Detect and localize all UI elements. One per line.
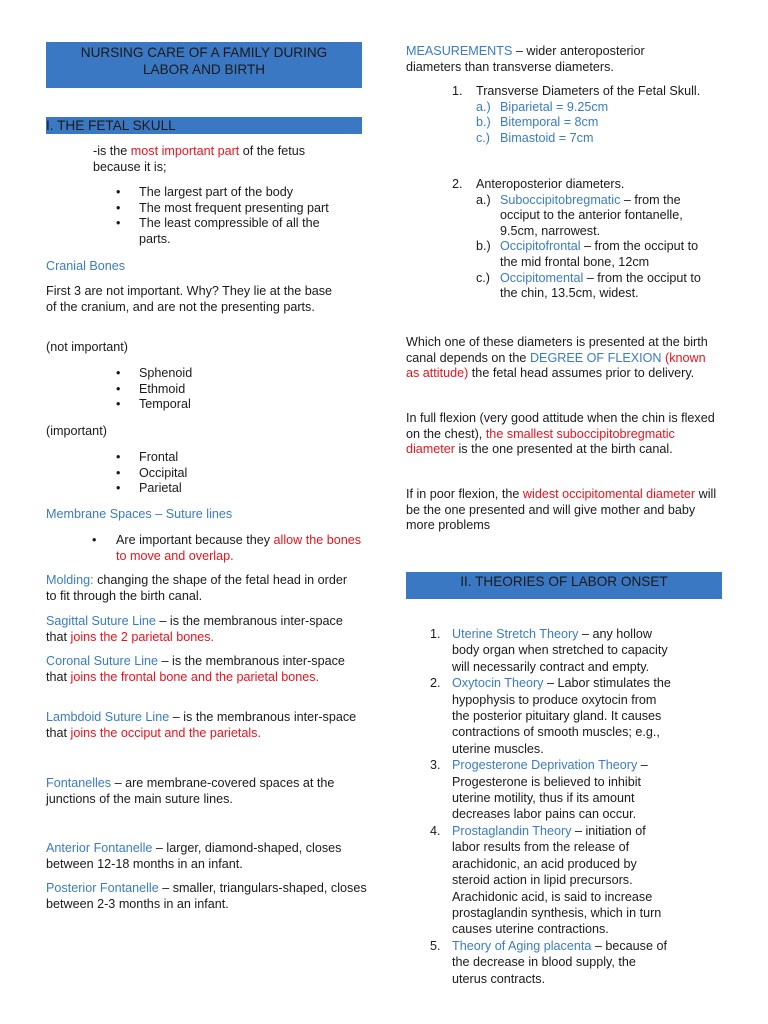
list-number: 4.	[430, 823, 441, 838]
item-text: – from the occiput to the mid frontal bone, 12cm	[500, 239, 699, 269]
list-item	[406, 757, 674, 823]
lambdoid-definition	[46, 710, 358, 741]
sagittal-definition	[46, 614, 358, 645]
membrane-bullet	[46, 533, 364, 564]
coronal-definition	[46, 654, 358, 685]
lambdoid-term: Lambdoid Suture Line	[46, 710, 170, 724]
coronal-term: Coronal Suture Line	[46, 654, 159, 668]
theory-term: Oxytocin Theory	[452, 676, 544, 691]
item-label: b.)	[476, 115, 491, 130]
document-title-banner	[46, 42, 362, 88]
item-text: Bitemporal = 8cm	[500, 115, 599, 130]
theory-text: – because of the decrease in blood supply, the uterus contracts.	[452, 938, 667, 986]
full-flexion-text-end: is the one presented at the birth canal.	[455, 442, 673, 457]
sagittal-highlight: joins the 2 parietal bones.	[70, 629, 215, 644]
lambdoid-highlight: joins the occiput and the parietals.	[70, 725, 261, 740]
list-item: • The least compressible of all the parts.	[46, 216, 364, 247]
skull-intro-highlight: most important part	[130, 144, 240, 158]
molding-term: Molding:	[46, 573, 94, 587]
list-item	[476, 193, 716, 240]
list-item	[476, 239, 716, 270]
anteroposterior-diameters	[406, 177, 724, 302]
list-item	[476, 271, 716, 302]
list-item: • Occipital	[46, 466, 364, 482]
theory-term: Uterine Stretch Theory	[452, 627, 579, 641]
labor-theories-list	[406, 626, 724, 987]
item-label: a.)	[476, 99, 491, 114]
anterior-fontanelle-text: – larger, diamond-shaped, closes between 12-18 months in an infant.	[46, 841, 342, 871]
skull-intro	[93, 144, 363, 175]
item-text: Biparietal = 9.25cm	[500, 99, 609, 114]
item-label: a.)	[476, 192, 491, 207]
poor-flexion-paragraph	[406, 487, 722, 534]
list-item	[476, 131, 706, 147]
item-text: – from the occiput to the chin, 13.5cm, widest.	[500, 270, 701, 301]
fontanelles-text: – are membrane-covered spaces at the junctions of the main suture lines.	[46, 776, 335, 806]
sagittal-term: Sagittal Suture Line	[46, 614, 156, 628]
item-term: Occipitomental	[500, 270, 584, 285]
theory-text: – Progesterone is believed to inhibit uterine motility, thus if its amount decreases labor pains can occur.	[452, 758, 648, 822]
full-flexion-paragraph	[406, 411, 722, 458]
list-item	[476, 115, 706, 131]
skull-intro-text-end: of the fetus	[239, 144, 306, 158]
theory-text: – Labor stimulates the hypophysis to produce oxytocin from the posterior pituitary gland. It causes contractions of smooth muscles; e.g., uterine muscles.	[452, 676, 671, 756]
section-heading-fetal-skull-text: I. THE FETAL SKULL	[46, 118, 176, 133]
transverse-title: Transverse Diameters of the Fetal Skull.	[476, 84, 701, 98]
skull-reasons-list	[46, 185, 364, 247]
list-item: • Temporal	[46, 397, 364, 413]
sagittal-text: – is the membranous inter-space that	[46, 614, 343, 644]
section-heading-fetal-skull	[46, 117, 362, 134]
theory-text: – any hollow body organ when stretched to capacity will necessarily contract and empty.	[452, 627, 668, 674]
coronal-text: – is the membranous inter-space that	[46, 654, 345, 684]
item-label: b.)	[476, 239, 491, 254]
lambdoid-text: – is the membranous inter-space that	[46, 710, 357, 740]
list-item: • Sphenoid	[46, 366, 364, 382]
skull-intro-line2: because it is;	[93, 159, 167, 174]
flexion-text-end: the fetal head assumes prior to delivery.	[468, 366, 695, 381]
measurements-term: MEASUREMENTS	[406, 44, 513, 58]
measurements-intro	[406, 44, 696, 75]
list-number: 1.	[452, 84, 463, 98]
poor-flexion-text-end: will be the one presented and will give mother and baby more problems	[406, 487, 717, 533]
item-term: Suboccipitobregmatic	[500, 192, 621, 207]
important-label: (important)	[46, 424, 107, 438]
posterior-fontanelle-text: – smaller, triangulars-shaped, closes between 2-3 months in an infant.	[46, 881, 367, 911]
membrane-bullet-highlight: allow the bones to move and overlap.	[116, 533, 362, 563]
list-item: • Ethmoid	[46, 382, 364, 398]
poor-flexion-text: If in poor flexion, the	[406, 487, 523, 501]
list-number: 5.	[430, 938, 441, 953]
not-important-label: (not important)	[46, 340, 128, 354]
list-item: • Parietal	[46, 481, 364, 497]
list-item: • The largest part of the body	[46, 185, 364, 201]
item-label: c.)	[476, 270, 490, 285]
list-item	[406, 626, 674, 675]
membrane-spaces-heading: Membrane Spaces – Suture lines	[46, 507, 233, 521]
flexion-paragraph	[406, 335, 722, 382]
cranial-bones-text: First 3 are not important. Why? They lie at the base of the cranium, and are not the presenting parts.	[46, 284, 333, 314]
list-number: 2.	[430, 676, 441, 691]
list-number: 2.	[452, 177, 463, 191]
anterior-fontanelle-definition	[46, 841, 346, 872]
fontanelles-term: Fontanelles	[46, 776, 112, 790]
section-heading-labor-onset	[406, 572, 722, 599]
section-heading-labor-onset-text: II. THEORIES OF LABOR ONSET	[460, 574, 668, 589]
transverse-diameters	[406, 84, 724, 146]
list-item: • Frontal	[46, 450, 364, 466]
list-number: 3.	[430, 758, 441, 773]
important-bones-list	[46, 450, 364, 497]
item-label: c.)	[476, 130, 490, 145]
list-item	[406, 823, 674, 938]
list-item: • The most frequent presenting part	[46, 201, 364, 217]
coronal-highlight: joins the frontal bone and the parietal bones.	[70, 669, 320, 684]
molding-text: changing the shape of the fetal head in order to fit through the birth canal.	[46, 573, 348, 603]
full-flexion-highlight: the smallest suboccipitobregmatic diameter	[406, 426, 675, 457]
anteroposterior-title: Anteroposterior diameters.	[476, 177, 625, 191]
theory-term: Prostaglandin Theory	[452, 823, 572, 838]
item-text: – from the occiput to the anterior fontanelle, 9.5cm, narrowest.	[500, 192, 683, 238]
fontanelles-definition	[46, 776, 356, 807]
list-item	[406, 675, 674, 757]
list-item	[406, 938, 674, 987]
posterior-fontanelle-definition	[46, 881, 368, 912]
item-term: Occipitofrontal	[500, 239, 581, 254]
membrane-bullet-pre: Are important because they	[116, 533, 274, 547]
document-title-line2: LABOR AND BIRTH	[142, 62, 266, 77]
posterior-fontanelle-term: Posterior Fontanelle	[46, 881, 159, 895]
bullet-glyph: •	[92, 533, 97, 547]
item-text: Bimastoid = 7cm	[500, 130, 594, 145]
not-important-bones-list	[46, 366, 364, 413]
full-flexion-text: In full flexion (very good attitude when the chin is flexed on the chest),	[406, 411, 715, 441]
skull-intro-text: -is the	[93, 144, 131, 158]
theory-term: Theory of Aging placenta	[452, 938, 592, 953]
poor-flexion-highlight: widest occipitomental diameter	[522, 487, 696, 501]
measurements-text: – wider anteroposterior diameters than transverse diameters.	[406, 44, 645, 74]
theory-text: – initiation of labor results from the release of arachidonic, an acid produced by steroid action in lipid precursors. Arachidonic acid, is said to increase prostaglandin synthesis, which in turn causes uterine contractions.	[452, 823, 662, 937]
theory-term: Progesterone Deprivation Theory	[452, 758, 638, 773]
list-item	[476, 100, 706, 116]
molding-definition	[46, 573, 356, 604]
flexion-text: Which one of these diameters is presented at the birth canal depends on the	[406, 335, 708, 365]
cranial-bones-heading: Cranial Bones	[46, 259, 126, 273]
flexion-term: DEGREE OF FLEXION	[529, 350, 662, 365]
flexion-highlight: (known as attitude)	[406, 350, 706, 381]
document-title-line1: NURSING CARE OF A FAMILY DURING	[80, 45, 328, 60]
anterior-fontanelle-term: Anterior Fontanelle	[46, 841, 153, 855]
list-number: 1.	[430, 627, 441, 641]
